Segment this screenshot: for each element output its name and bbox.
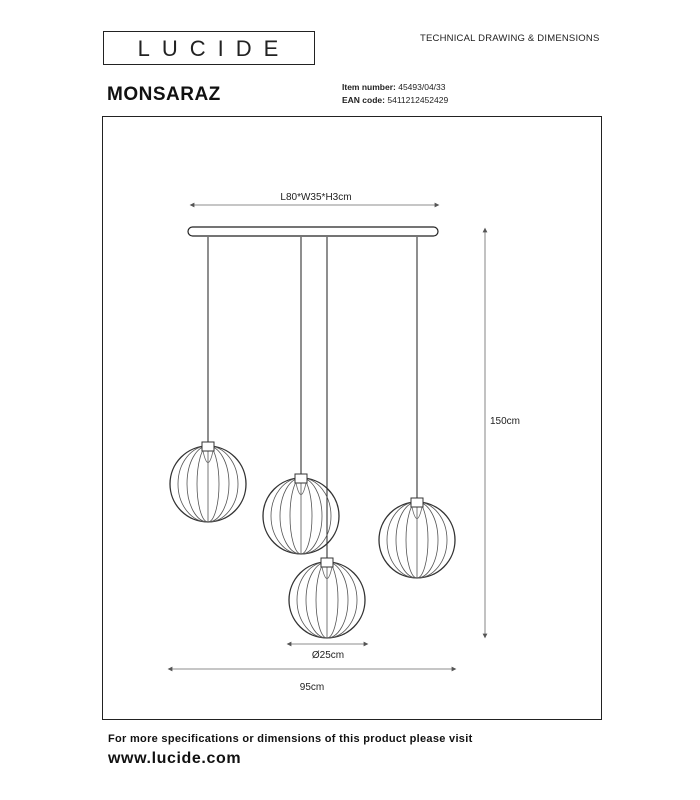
suspension-cables [208,237,417,559]
ean-value: 5411212452429 [387,95,449,105]
ceiling-canopy [188,227,438,236]
pendant-globe-2 [263,474,339,554]
pendant-globe-3 [379,498,455,578]
brand-logo [103,31,315,65]
item-number-value: 45493/04/33 [398,82,446,92]
total-width-label: 95cm [299,682,325,693]
ean-row [342,95,448,105]
canopy-dims-label: L80*W35*H3cm [280,192,352,203]
ean-label: EAN code: [342,95,385,105]
footer-url[interactable]: www.lucide.com [108,750,242,767]
item-number-row [342,82,446,92]
technical-drawing [102,116,602,720]
height-dim-label: 150cm [490,416,521,427]
brand-logo-text: LUCIDE [137,36,291,61]
footer-info-text: For more specifications or dimensions of this product please visit [108,733,473,745]
item-number-label: Item number: [342,82,396,92]
shade-diameter-label: Ø25cm [311,650,345,661]
document-type-label: TECHNICAL DRAWING & DIMENSIONS [420,33,600,44]
pendant-globe-4 [289,558,365,638]
pendant-globe-1 [170,442,246,522]
product-name: MONSARAZ [107,84,221,105]
